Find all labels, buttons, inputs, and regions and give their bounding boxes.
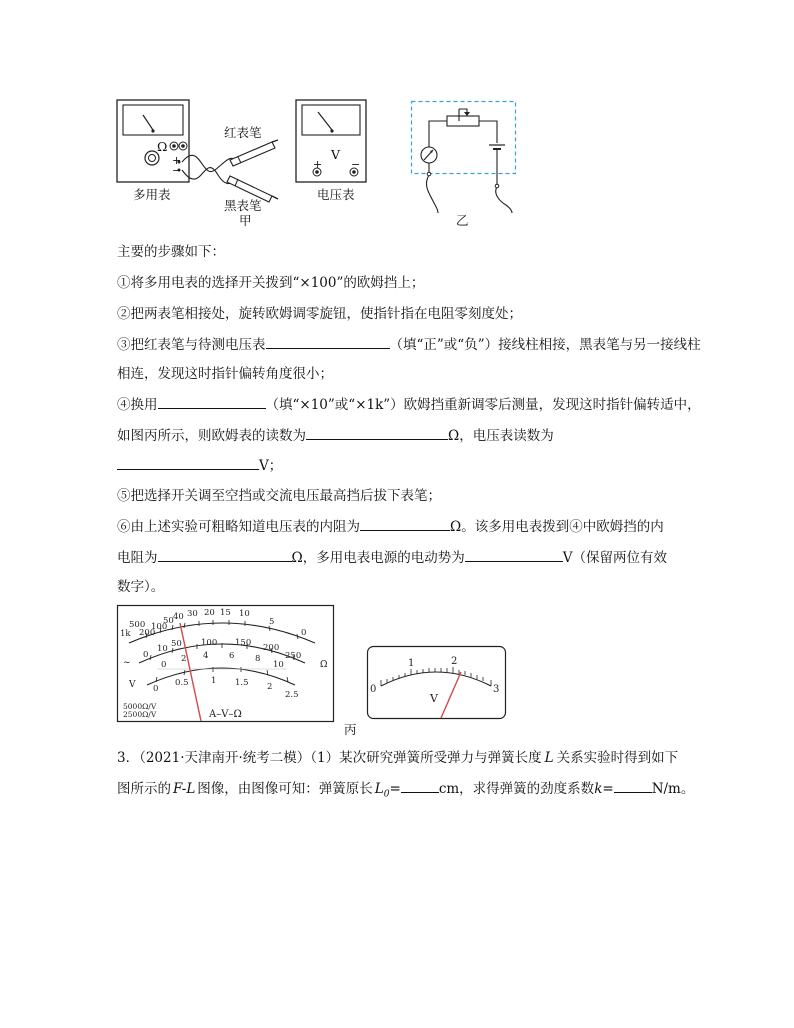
ohm-mark: Ω xyxy=(320,660,328,670)
answer-blank-internal-resistance[interactable] xyxy=(360,516,450,531)
low-tick-2: 2 xyxy=(267,682,273,692)
black-probe-label: 黑表笔 xyxy=(224,198,262,213)
volt-tick-3: 3 xyxy=(493,684,500,695)
ohm-tick-10: 10 xyxy=(239,609,250,619)
low-tick-1-5: 1.5 xyxy=(235,678,249,688)
ohm-tick-50: 50 xyxy=(163,616,174,626)
step-4-text-b: （填“×10”或“×1k”）欧姆挡重新调零后测量，发现这时指针偏转适中， xyxy=(265,397,701,413)
answer-blank-terminal[interactable] xyxy=(266,334,390,349)
low-tick-0: 0 xyxy=(153,684,159,694)
step-4-text-d: Ω，电压表读数为 xyxy=(448,428,554,444)
multimeter-ohm-symbol: Ω xyxy=(157,139,168,154)
ohm-tick-15: 15 xyxy=(220,608,231,618)
voltmeter-letter: V xyxy=(331,147,341,162)
step-4-line-2 xyxy=(117,425,554,446)
step-6-text-c: 电阻为 xyxy=(117,550,158,566)
step-6-text-a: ⑥由上述实验可粗略知道电压表的内阻为 xyxy=(117,519,360,535)
volt-tick-1: 1 xyxy=(408,658,415,669)
step-3-line-1 xyxy=(117,334,701,355)
step-6-text-b: Ω。该多用电表拨到④中欧姆挡的内 xyxy=(450,519,664,535)
dc-tick-10: 10 xyxy=(157,644,168,654)
q3-text-c: 关系实验时得到如下 xyxy=(556,750,679,766)
step-4-text-c: 如图丙所示，则欧姆表的读数为 xyxy=(117,428,306,444)
dcb-tick-4: 4 xyxy=(203,651,209,661)
step-6-line-2 xyxy=(117,547,667,568)
voltmeter-minus-mark: − xyxy=(351,158,361,171)
dc-tick-250: 250 xyxy=(285,651,302,661)
ohm-tick-100: 100 xyxy=(151,622,168,632)
step-4-text-a: ④换用 xyxy=(117,397,158,413)
ac-mark: ~ xyxy=(123,658,131,668)
q3-var-k: k xyxy=(594,781,603,797)
answer-blank-ohm-reading[interactable] xyxy=(306,425,448,440)
figure-yi-caption: 乙 xyxy=(456,213,469,228)
question-3-line-2 xyxy=(117,778,694,805)
sensitivity-1: 5000Ω/V xyxy=(123,702,157,711)
q3-text-2j: N/m。 xyxy=(651,781,695,797)
ohm-tick-20: 20 xyxy=(204,608,215,618)
step-4-line-3 xyxy=(117,455,282,476)
dc-tick-150: 150 xyxy=(235,638,252,648)
answer-blank-volt-reading[interactable] xyxy=(117,455,259,470)
dc-tick-50: 50 xyxy=(171,639,182,649)
q3-text-2c: 图像，由图像可知：弹簧原长 xyxy=(197,781,373,797)
ohm-tick-40: 40 xyxy=(173,612,184,622)
dc-tick-0: 0 xyxy=(143,650,149,660)
red-probe-label: 红表笔 xyxy=(224,125,262,140)
brand-mark: A–V–Ω xyxy=(209,709,242,720)
volt-tick-2: 2 xyxy=(451,656,458,667)
step-3-line-2: 相连，发现这时指针偏转角度很小； xyxy=(117,366,333,382)
q3-var-L: L xyxy=(544,750,554,766)
step-6-text-d: Ω，多用电表电源的电动势为 xyxy=(291,550,465,566)
low-tick-0-5: 0.5 xyxy=(175,678,189,688)
dc-tick-100: 100 xyxy=(201,638,218,648)
circuit-figure xyxy=(411,101,517,213)
dcb-tick-6: 6 xyxy=(229,651,235,661)
voltmeter-dial-figure xyxy=(367,646,507,720)
q3-var-L0: L xyxy=(374,781,384,797)
figure-bing-caption: 丙 xyxy=(344,722,357,737)
step-4-line-1 xyxy=(117,394,701,415)
answer-blank-range[interactable] xyxy=(158,394,266,409)
ohm-tick-1k: 1k xyxy=(120,629,131,639)
ohm-tick-200: 200 xyxy=(139,628,156,638)
dcb-tick-10: 10 xyxy=(273,660,284,670)
step-3-text-b: （填“正”或“负”）接线柱相接，黑表笔与另一接线柱 xyxy=(389,337,701,353)
step-1: ①将多用电表的选择开关拨到“×100”的欧姆挡上； xyxy=(117,275,425,291)
sensitivity-2: 2500Ω/V xyxy=(123,710,157,719)
voltmeter-dial-letter: V xyxy=(430,692,438,705)
answer-blank-meter-resistance[interactable] xyxy=(158,547,292,562)
voltmeter-label: 电压表 xyxy=(317,187,355,202)
ohm-tick-0: 0 xyxy=(301,628,307,638)
multimeter-minus-mark: − xyxy=(172,164,182,177)
ohm-tick-30: 30 xyxy=(187,609,198,619)
multimeter-plus-mark: + xyxy=(172,154,182,167)
volt-tick-0: 0 xyxy=(370,684,377,695)
q3-var-FL: F-L xyxy=(173,781,196,797)
q3-subscript-0: 0 xyxy=(383,789,390,800)
step-4-text-e: V； xyxy=(259,458,283,474)
rheostat-icon xyxy=(447,116,479,126)
step-6-line-1 xyxy=(117,516,664,537)
step-6-text-e: V（保留两位有效 xyxy=(562,550,667,566)
ohm-tick-500: 500 xyxy=(129,620,146,630)
q3-equals-2: = xyxy=(602,781,614,797)
ohmmeter-dial-figure xyxy=(117,605,335,722)
answer-blank-original-length[interactable] xyxy=(401,778,439,793)
step-2: ②把两表笔相接处，旋转欧姆调零旋钮，使指针指在电阻零刻度处； xyxy=(117,306,522,322)
voltmeter-plus-mark: + xyxy=(313,158,323,171)
red-probe-icon xyxy=(230,140,278,166)
q3-text-a: 3．（2021·天津南开·统考二模）（1）某次研究弹簧所受弹力与弹簧长度 xyxy=(117,750,542,766)
dc-tick-200: 200 xyxy=(263,643,280,653)
question-3-line-1 xyxy=(117,748,678,768)
answer-blank-spring-constant[interactable] xyxy=(614,778,652,793)
answer-blank-emf[interactable] xyxy=(465,547,563,562)
low-tick-1: 1 xyxy=(211,676,217,686)
v-mark: V xyxy=(129,680,136,690)
q3-text-2a: 图所示的 xyxy=(117,781,171,797)
q3-equals-1: = xyxy=(389,781,401,797)
dcb-tick-2: 2 xyxy=(181,654,187,664)
steps-intro: 主要的步骤如下： xyxy=(117,244,225,260)
multimeter-label: 多用表 xyxy=(133,187,171,202)
step-5: ⑤把选择开关调至空挡或交流电压最高挡后拔下表笔； xyxy=(117,488,441,504)
ohm-tick-5: 5 xyxy=(269,617,275,627)
dcb-tick-0: 0 xyxy=(161,660,167,670)
dcb-tick-8: 8 xyxy=(255,654,261,664)
red-probe-wire xyxy=(182,155,235,171)
low-tick-2-5: 2.5 xyxy=(285,690,299,700)
q3-text-2g: cm，求得弹簧的劲度系数 xyxy=(438,781,595,797)
step-6-line-3: 数字）。 xyxy=(117,579,165,595)
step-3-text-a: ③把红表笔与待测电压表 xyxy=(117,337,266,353)
figure-jia-caption: 甲 xyxy=(239,213,252,228)
